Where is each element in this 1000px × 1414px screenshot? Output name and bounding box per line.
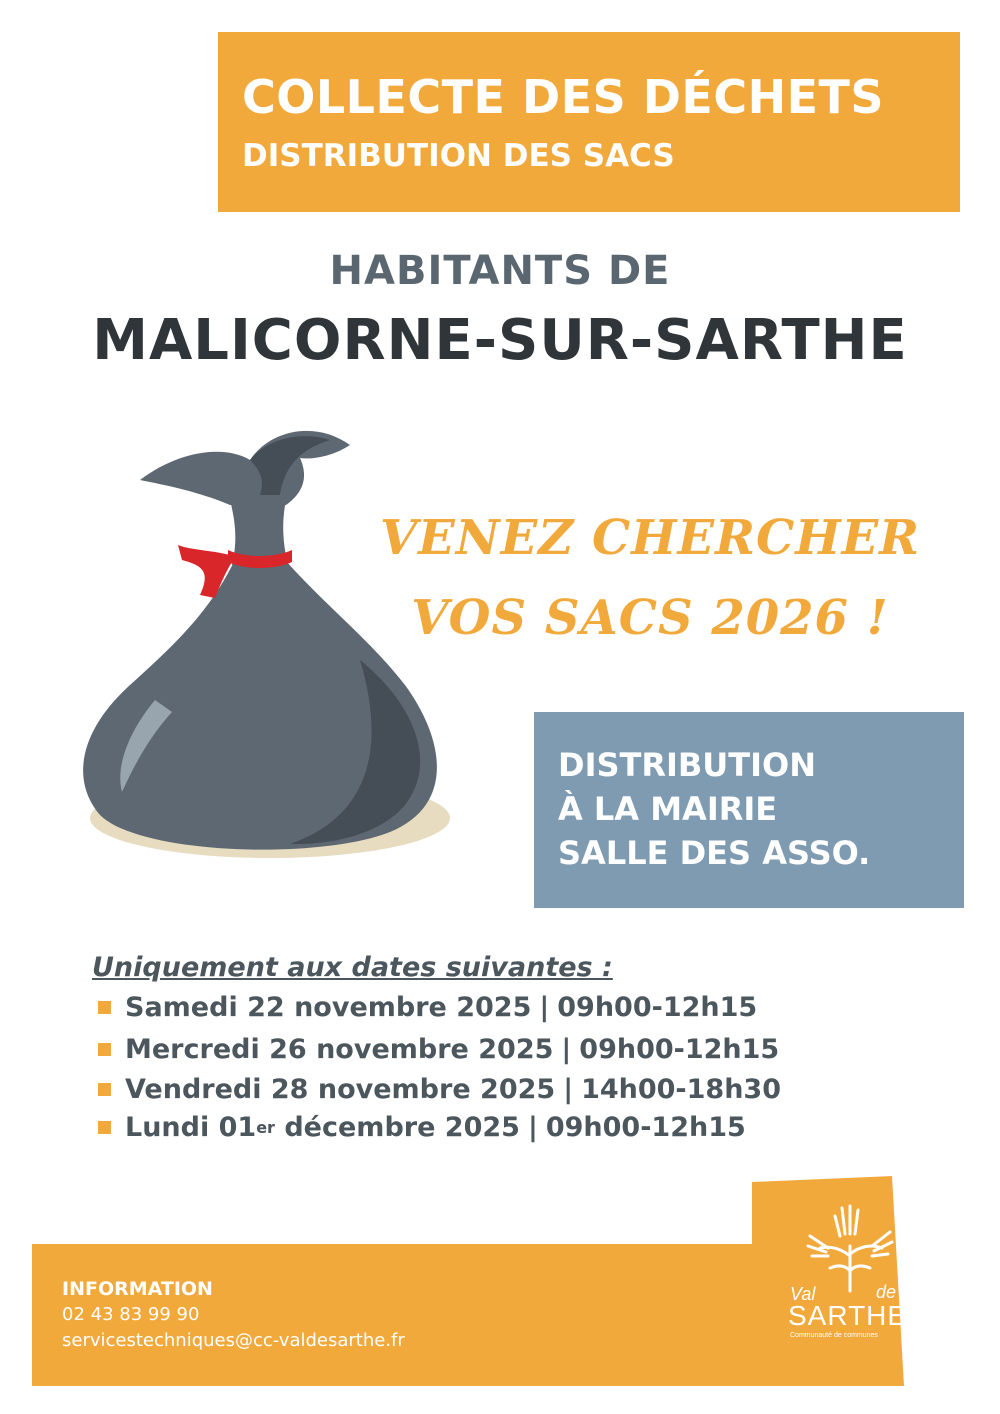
town-name: MALICORNE-SUR-SARTHE xyxy=(92,308,908,373)
date-separator: | xyxy=(563,1074,574,1105)
date-item xyxy=(98,1034,779,1065)
info-email: servicestechniques@cc-valdesarthe.fr xyxy=(62,1330,405,1351)
square-bullet-icon xyxy=(98,1121,111,1134)
location-line-2: À LA MAIRIE xyxy=(558,790,778,828)
date-time: 09h00-12h15 xyxy=(557,992,758,1023)
location-line-1: DISTRIBUTION xyxy=(558,746,816,784)
date-item xyxy=(98,992,757,1023)
square-bullet-icon xyxy=(98,1043,111,1056)
header-banner xyxy=(218,32,960,212)
location-box xyxy=(534,712,964,908)
date-day: Samedi 22 novembre 2025 xyxy=(125,992,532,1023)
date-time: 09h00-12h15 xyxy=(579,1034,780,1065)
date-day: Lundi 01 xyxy=(125,1112,257,1143)
header-subtitle: DISTRIBUTION DES SACS xyxy=(242,138,675,174)
date-day-superscript: er xyxy=(256,1118,275,1137)
slogan-line-1: VENEZ CHERCHER xyxy=(379,510,921,566)
date-separator: | xyxy=(527,1112,538,1143)
logo-tagline: Communauté de communes xyxy=(790,1332,878,1339)
audience-line: HABITANTS DE xyxy=(329,248,671,294)
location-line-3: SALLE DES ASSO. xyxy=(558,834,871,872)
val-de-sarthe-logo xyxy=(780,1196,920,1346)
date-day-rest: décembre 2025 xyxy=(274,1112,520,1143)
date-item xyxy=(98,1074,781,1105)
date-separator: | xyxy=(539,992,550,1023)
date-time: 14h00-18h30 xyxy=(581,1074,782,1105)
date-item xyxy=(98,1112,746,1143)
info-label: INFORMATION xyxy=(62,1278,213,1300)
date-separator: | xyxy=(561,1034,572,1065)
slogan-line-2: VOS SACS 2026 ! xyxy=(411,590,889,646)
header-title: COLLECTE DES DÉCHETS xyxy=(242,70,885,124)
logo-word-val: Val xyxy=(790,1284,816,1304)
square-bullet-icon xyxy=(98,1001,111,1014)
logo-word-sarthe: SARTHE xyxy=(788,1300,908,1331)
date-time: 09h00-12h15 xyxy=(545,1112,746,1143)
date-day: Vendredi 28 novembre 2025 xyxy=(125,1074,556,1105)
hands-tree-icon xyxy=(780,1196,920,1296)
info-phone: 02 43 83 99 90 xyxy=(62,1304,200,1325)
date-day: Mercredi 26 novembre 2025 xyxy=(125,1034,554,1065)
square-bullet-icon xyxy=(98,1083,111,1096)
dates-heading: Uniquement aux dates suivantes : xyxy=(92,952,613,983)
logo-word-de: de xyxy=(876,1282,897,1302)
